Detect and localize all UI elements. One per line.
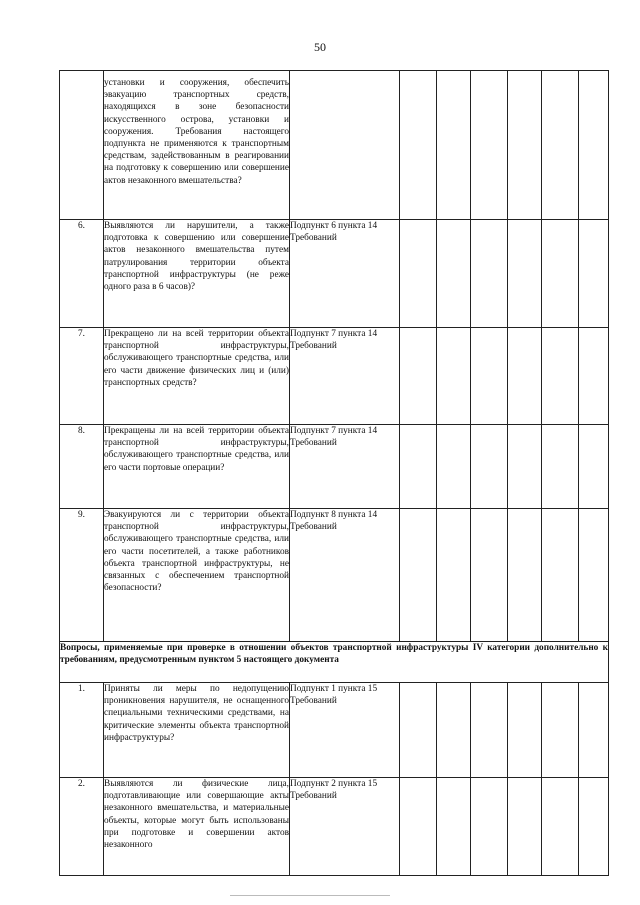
answer-cell[interactable] (579, 328, 609, 425)
answer-cell[interactable] (579, 683, 609, 778)
answer-cell[interactable] (400, 220, 437, 328)
answer-cell[interactable] (437, 778, 471, 876)
reference-text (290, 71, 400, 220)
row-number: 2. (60, 778, 104, 876)
answer-cell[interactable] (471, 71, 508, 220)
answer-cell[interactable] (542, 425, 579, 509)
answer-cell[interactable] (579, 71, 609, 220)
row-number: 9. (60, 509, 104, 642)
answer-cell[interactable] (437, 683, 471, 778)
section-row (60, 642, 609, 683)
answer-cell[interactable] (471, 509, 508, 642)
row-number (60, 71, 104, 220)
answer-cell[interactable] (471, 220, 508, 328)
answer-cell[interactable] (508, 71, 542, 220)
question-text: Выявляются ли нарушители, а также подготовка к совершению или совершение актов незаконного вмешательства путем патрулирования территории объекта транспортной инфраструктуры (не реже одного раза в 6 часов)? (104, 220, 290, 328)
answer-cell[interactable] (400, 328, 437, 425)
question-text: Приняты ли меры по недопущению проникновения нарушителя, не оснащенного специальными техническими средствами, на критические элементы объекта транспортной инфраструктуры? (104, 683, 290, 778)
answer-cell[interactable] (508, 425, 542, 509)
question-text: Выявляются ли физические лица, подготавливающие или совершающие акты незаконного вмешательства, и материальные объекты, которые могут быть использованы при подготовке и совершении актов незаконного (104, 778, 290, 876)
table-row (60, 778, 609, 876)
reference-text: Подпункт 2 пункта 15 Требований (290, 778, 400, 876)
answer-cell[interactable] (400, 71, 437, 220)
answer-cell[interactable] (471, 778, 508, 876)
reference-text: Подпункт 6 пункта 14 Требований (290, 220, 400, 328)
answer-cell[interactable] (542, 509, 579, 642)
answer-cell[interactable] (508, 509, 542, 642)
answer-cell[interactable] (542, 778, 579, 876)
question-text: установки и сооружения, обеспечить эвакуацию транспортных средств, находящихся в зоне безопасности искусственного острова, установки и сооружения. Требования настоящего подпункта не применяются к транспортным средствам, задействованным в реагировании на подготовку к совершению или совершение актов незаконного вмешательства? (104, 71, 290, 220)
answer-cell[interactable] (542, 328, 579, 425)
answer-cell[interactable] (400, 778, 437, 876)
answer-cell[interactable] (400, 425, 437, 509)
answer-cell[interactable] (579, 425, 609, 509)
reference-text: Подпункт 8 пункта 14 Требований (290, 509, 400, 642)
question-text: Прекращено ли на всей территории объекта транспортной инфраструктуры, обслуживающего транспортные средства, или его части движение физических лиц и (или) транспортных средств? (104, 328, 290, 425)
row-number: 7. (60, 328, 104, 425)
table-row (60, 71, 609, 220)
reference-text: Подпункт 7 пункта 14 Требований (290, 328, 400, 425)
answer-cell[interactable] (437, 71, 471, 220)
answer-cell[interactable] (437, 220, 471, 328)
answer-cell[interactable] (471, 328, 508, 425)
answer-cell[interactable] (579, 220, 609, 328)
reference-text: Подпункт 1 пункта 15 Требований (290, 683, 400, 778)
answer-cell[interactable] (508, 683, 542, 778)
answer-cell[interactable] (471, 683, 508, 778)
table-row (60, 328, 609, 425)
section-heading: Вопросы, применяемые при проверке в отношении объектов транспортной инфраструктуры IV категории дополнительно к требованиям, предусмотренным пунктом 5 настоящего документа (60, 642, 609, 683)
reference-text: Подпункт 7 пункта 14 Требований (290, 425, 400, 509)
table-row (60, 683, 609, 778)
answer-cell[interactable] (471, 425, 508, 509)
answer-cell[interactable] (579, 778, 609, 876)
answer-cell[interactable] (400, 683, 437, 778)
answer-cell[interactable] (542, 71, 579, 220)
answer-cell[interactable] (437, 328, 471, 425)
checklist-table (59, 70, 609, 876)
footer-divider (230, 895, 390, 896)
table-row (60, 425, 609, 509)
answer-cell[interactable] (508, 328, 542, 425)
question-text: Эвакуируются ли с территории объекта транспортной инфраструктуры, обслуживающего транспортные средства, или его части посетителей, а также работников объекта транспортной инфраструктуры, не связанных с обеспечением транспортной безопасности? (104, 509, 290, 642)
answer-cell[interactable] (437, 425, 471, 509)
row-number: 1. (60, 683, 104, 778)
page-number: 50 (314, 40, 326, 54)
answer-cell[interactable] (542, 220, 579, 328)
row-number: 6. (60, 220, 104, 328)
answer-cell[interactable] (508, 778, 542, 876)
answer-cell[interactable] (508, 220, 542, 328)
table-row (60, 509, 609, 642)
answer-cell[interactable] (542, 683, 579, 778)
row-number: 8. (60, 425, 104, 509)
question-text: Прекращены ли на всей территории объекта транспортной инфраструктуры, обслуживающего транспортные средства, или его части портовые операции? (104, 425, 290, 509)
answer-cell[interactable] (437, 509, 471, 642)
answer-cell[interactable] (400, 509, 437, 642)
table-row (60, 220, 609, 328)
answer-cell[interactable] (579, 509, 609, 642)
